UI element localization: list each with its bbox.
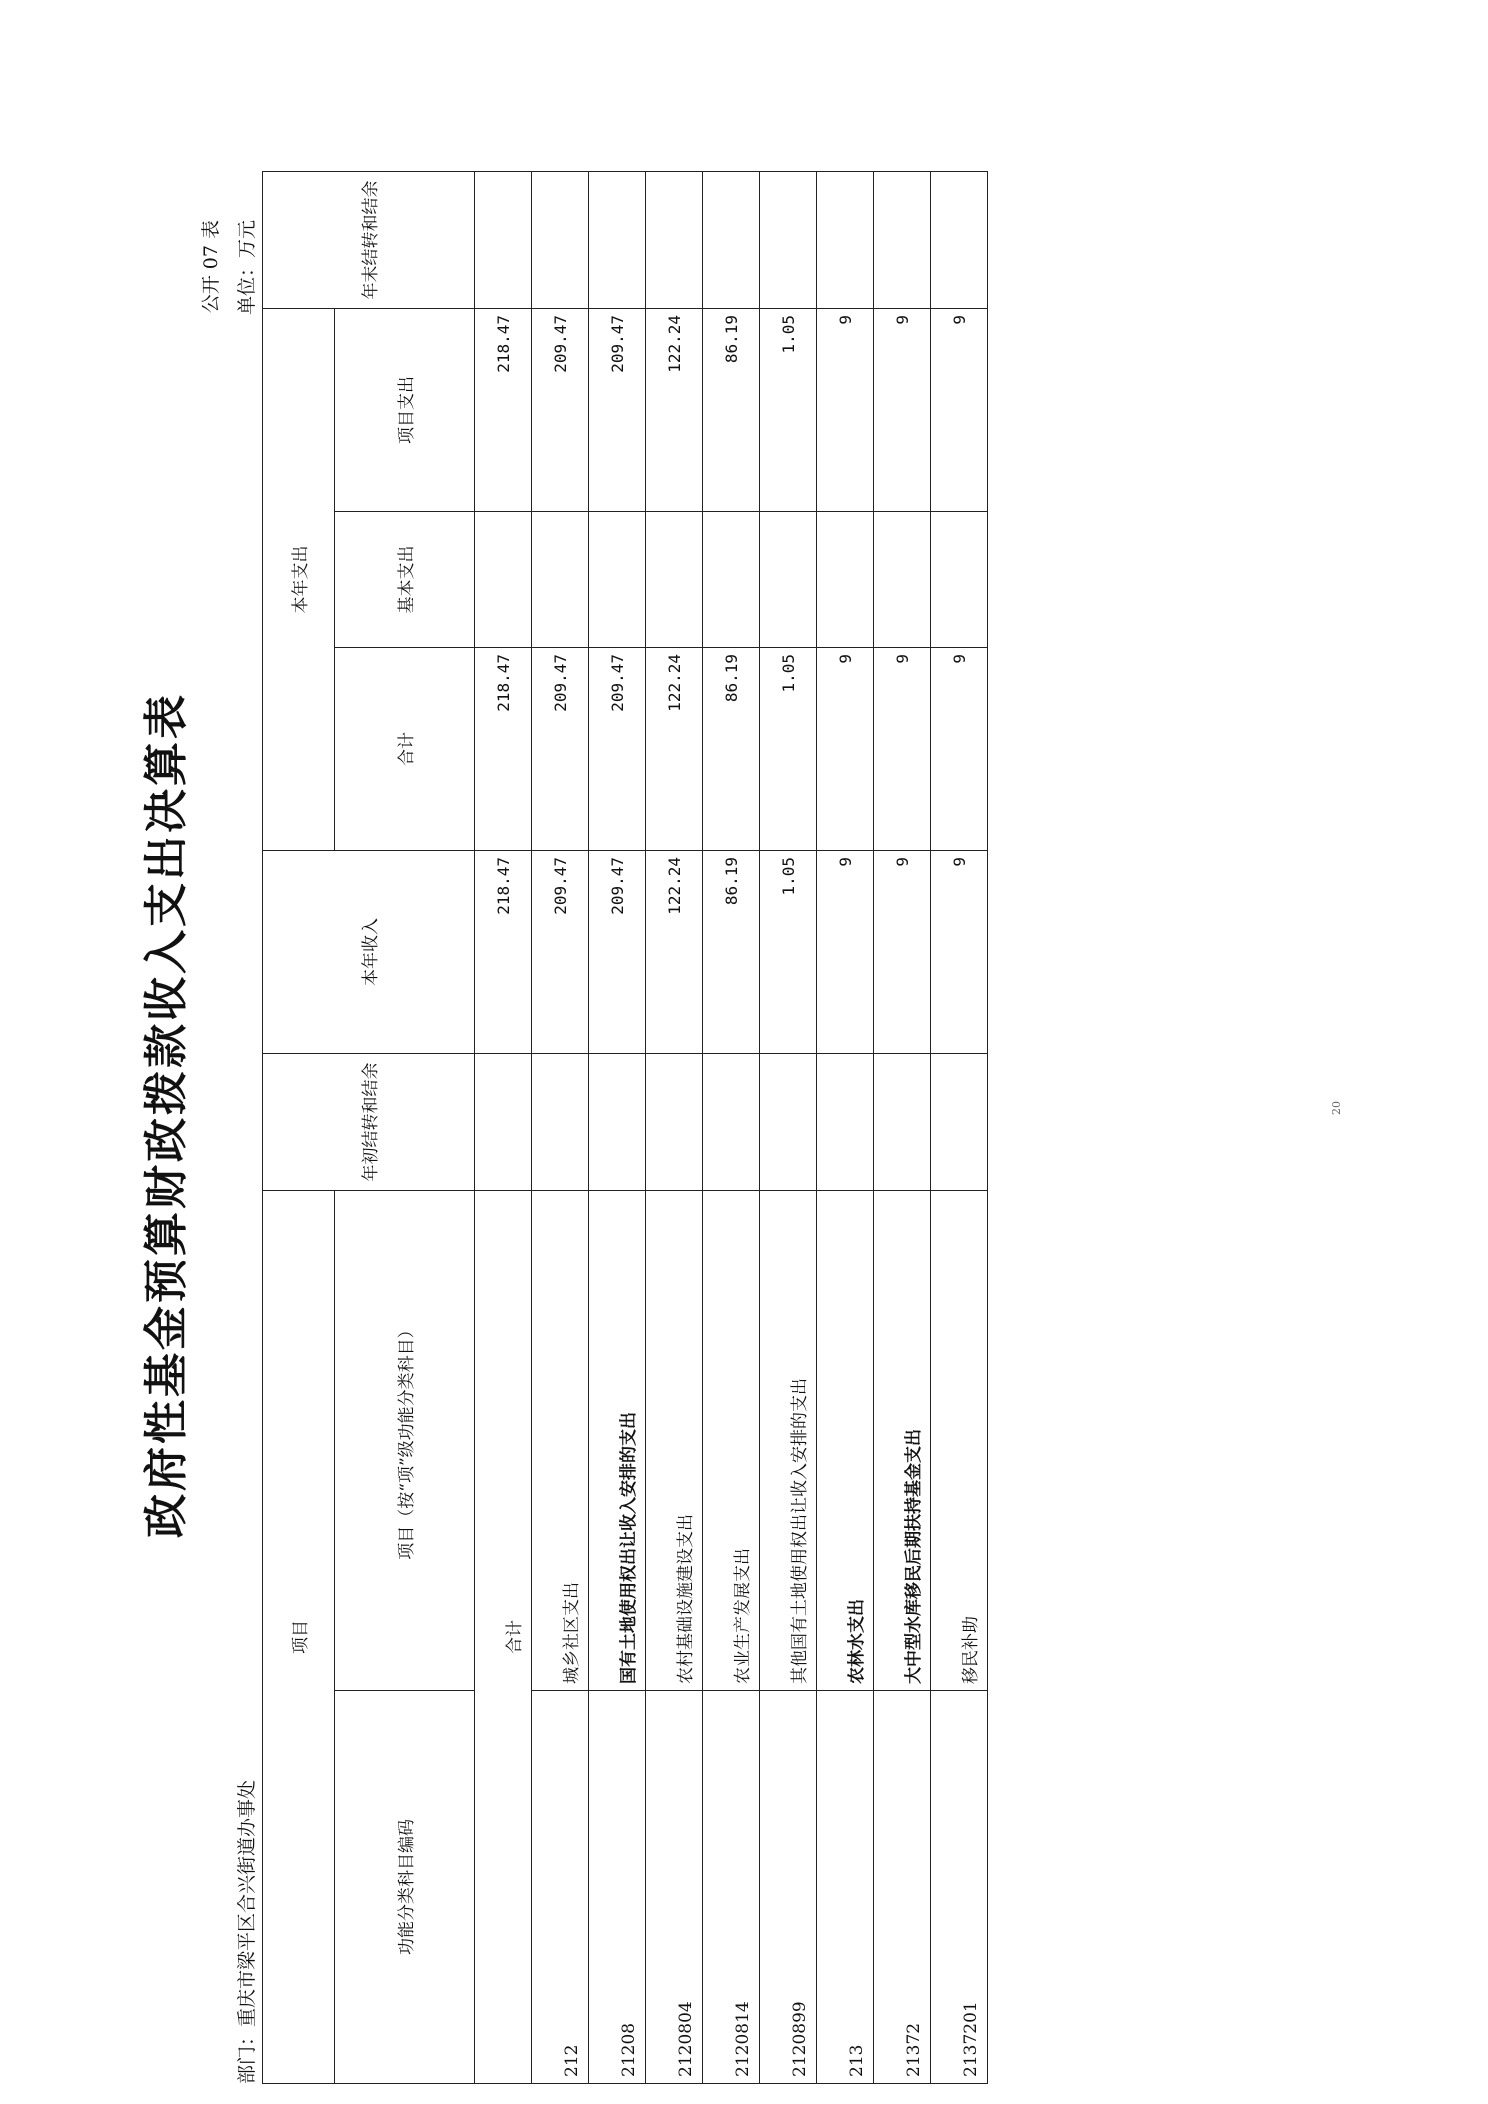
total-end-balance xyxy=(475,172,532,309)
total-begin-balance xyxy=(475,1054,532,1191)
row-begin-balance xyxy=(589,1054,646,1191)
row-income: 209.47 xyxy=(532,851,589,1054)
row-expense-basic xyxy=(931,512,988,648)
table-row xyxy=(760,172,817,2084)
row-code: 212 xyxy=(532,1691,589,2084)
total-expense-project: 218.47 xyxy=(475,309,532,512)
row-expense-basic xyxy=(589,512,646,648)
total-row xyxy=(475,172,532,2084)
total-expense-total: 218.47 xyxy=(475,648,532,851)
row-code: 21372 xyxy=(874,1691,931,2084)
row-expense-basic xyxy=(703,512,760,648)
row-begin-balance xyxy=(760,1054,817,1191)
row-expense-basic xyxy=(760,512,817,648)
total-income: 218.47 xyxy=(475,851,532,1054)
row-name: 城乡社区支出 xyxy=(532,1191,589,1691)
row-name: 大中型水库移民后期扶持基金支出 xyxy=(874,1191,931,1691)
row-expense-total: 9 xyxy=(817,648,874,851)
rotated-document xyxy=(0,140,1400,2090)
row-expense-project: 9 xyxy=(817,309,874,512)
row-begin-balance xyxy=(817,1054,874,1191)
row-expense-basic xyxy=(532,512,589,648)
header-project: 项目 xyxy=(263,1191,335,2084)
row-name: 农业生产发展支出 xyxy=(703,1191,760,1691)
row-expense-total: 9 xyxy=(874,648,931,851)
header-expense-group: 本年支出 xyxy=(263,309,335,851)
row-name: 国有土地使用权出让收入安排的支出 xyxy=(589,1191,646,1691)
row-income: 9 xyxy=(817,851,874,1054)
row-code: 2120899 xyxy=(760,1691,817,2084)
row-expense-total: 86.19 xyxy=(703,648,760,851)
row-end-balance xyxy=(874,172,931,309)
row-expense-total: 209.47 xyxy=(532,648,589,851)
row-income: 9 xyxy=(874,851,931,1054)
row-income: 209.47 xyxy=(589,851,646,1054)
row-name: 移民补助 xyxy=(931,1191,988,1691)
unit-label: 单位：万元 xyxy=(236,220,258,316)
row-income: 1.05 xyxy=(760,851,817,1054)
row-end-balance xyxy=(646,172,703,309)
header-end-balance: 年末结转和结余 xyxy=(263,172,475,309)
header-expense-basic: 基本支出 xyxy=(335,512,475,648)
row-expense-total: 9 xyxy=(931,648,988,851)
row-expense-project: 209.47 xyxy=(589,309,646,512)
row-expense-total: 122.24 xyxy=(646,648,703,851)
row-expense-project: 1.05 xyxy=(760,309,817,512)
row-code: 2120804 xyxy=(646,1691,703,2084)
row-name: 农林水支出 xyxy=(817,1191,874,1691)
header-expense-total: 合计 xyxy=(335,648,475,851)
table-row xyxy=(874,172,931,2084)
row-end-balance xyxy=(931,172,988,309)
row-expense-basic xyxy=(874,512,931,648)
total-expense-basic xyxy=(475,512,532,648)
form-number: 公开 07 表 xyxy=(200,220,222,314)
row-end-balance xyxy=(817,172,874,309)
row-code: 2120814 xyxy=(703,1691,760,2084)
row-begin-balance xyxy=(646,1054,703,1191)
row-expense-project: 86.19 xyxy=(703,309,760,512)
table-row xyxy=(817,172,874,2084)
row-income: 9 xyxy=(931,851,988,1054)
row-end-balance xyxy=(589,172,646,309)
row-expense-project: 122.24 xyxy=(646,309,703,512)
row-expense-basic xyxy=(817,512,874,648)
table-row xyxy=(646,172,703,2084)
row-expense-project: 9 xyxy=(931,309,988,512)
table-row xyxy=(703,172,760,2084)
total-label: 合计 xyxy=(475,1191,532,2084)
fund-table xyxy=(262,171,988,2084)
row-expense-project: 9 xyxy=(874,309,931,512)
table-row xyxy=(931,172,988,2084)
row-begin-balance xyxy=(931,1054,988,1191)
header-income: 本年收入 xyxy=(263,851,475,1054)
header-begin-balance: 年初结转和结余 xyxy=(263,1054,475,1191)
row-begin-balance xyxy=(874,1054,931,1191)
row-begin-balance xyxy=(703,1054,760,1191)
row-name: 其他国有土地使用权出让收入安排的支出 xyxy=(760,1191,817,1691)
row-end-balance xyxy=(703,172,760,309)
page-number: 20 xyxy=(1330,1101,1343,1115)
row-name: 农村基础设施建设支出 xyxy=(646,1191,703,1691)
row-expense-project: 209.47 xyxy=(532,309,589,512)
row-begin-balance xyxy=(532,1054,589,1191)
row-end-balance xyxy=(532,172,589,309)
row-income: 86.19 xyxy=(703,851,760,1054)
row-expense-total: 209.47 xyxy=(589,648,646,851)
header-code: 功能分类科目编码 xyxy=(335,1691,475,2084)
row-code: 2137201 xyxy=(931,1691,988,2084)
header-expense-project: 项目支出 xyxy=(335,309,475,512)
row-expense-total: 1.05 xyxy=(760,648,817,851)
row-expense-basic xyxy=(646,512,703,648)
header-name: 项目（按“项”级功能分类科目） xyxy=(335,1191,475,1691)
row-code: 213 xyxy=(817,1691,874,2084)
row-end-balance xyxy=(760,172,817,309)
department-label: 部门：重庆市梁平区合兴街道办事处 xyxy=(236,1779,258,2084)
table-row xyxy=(589,172,646,2084)
table-row xyxy=(532,172,589,2084)
row-code: 21208 xyxy=(589,1691,646,2084)
row-income: 122.24 xyxy=(646,851,703,1054)
page-title: 政府性基金预算财政拨款收入支出决算表 xyxy=(141,692,192,1538)
